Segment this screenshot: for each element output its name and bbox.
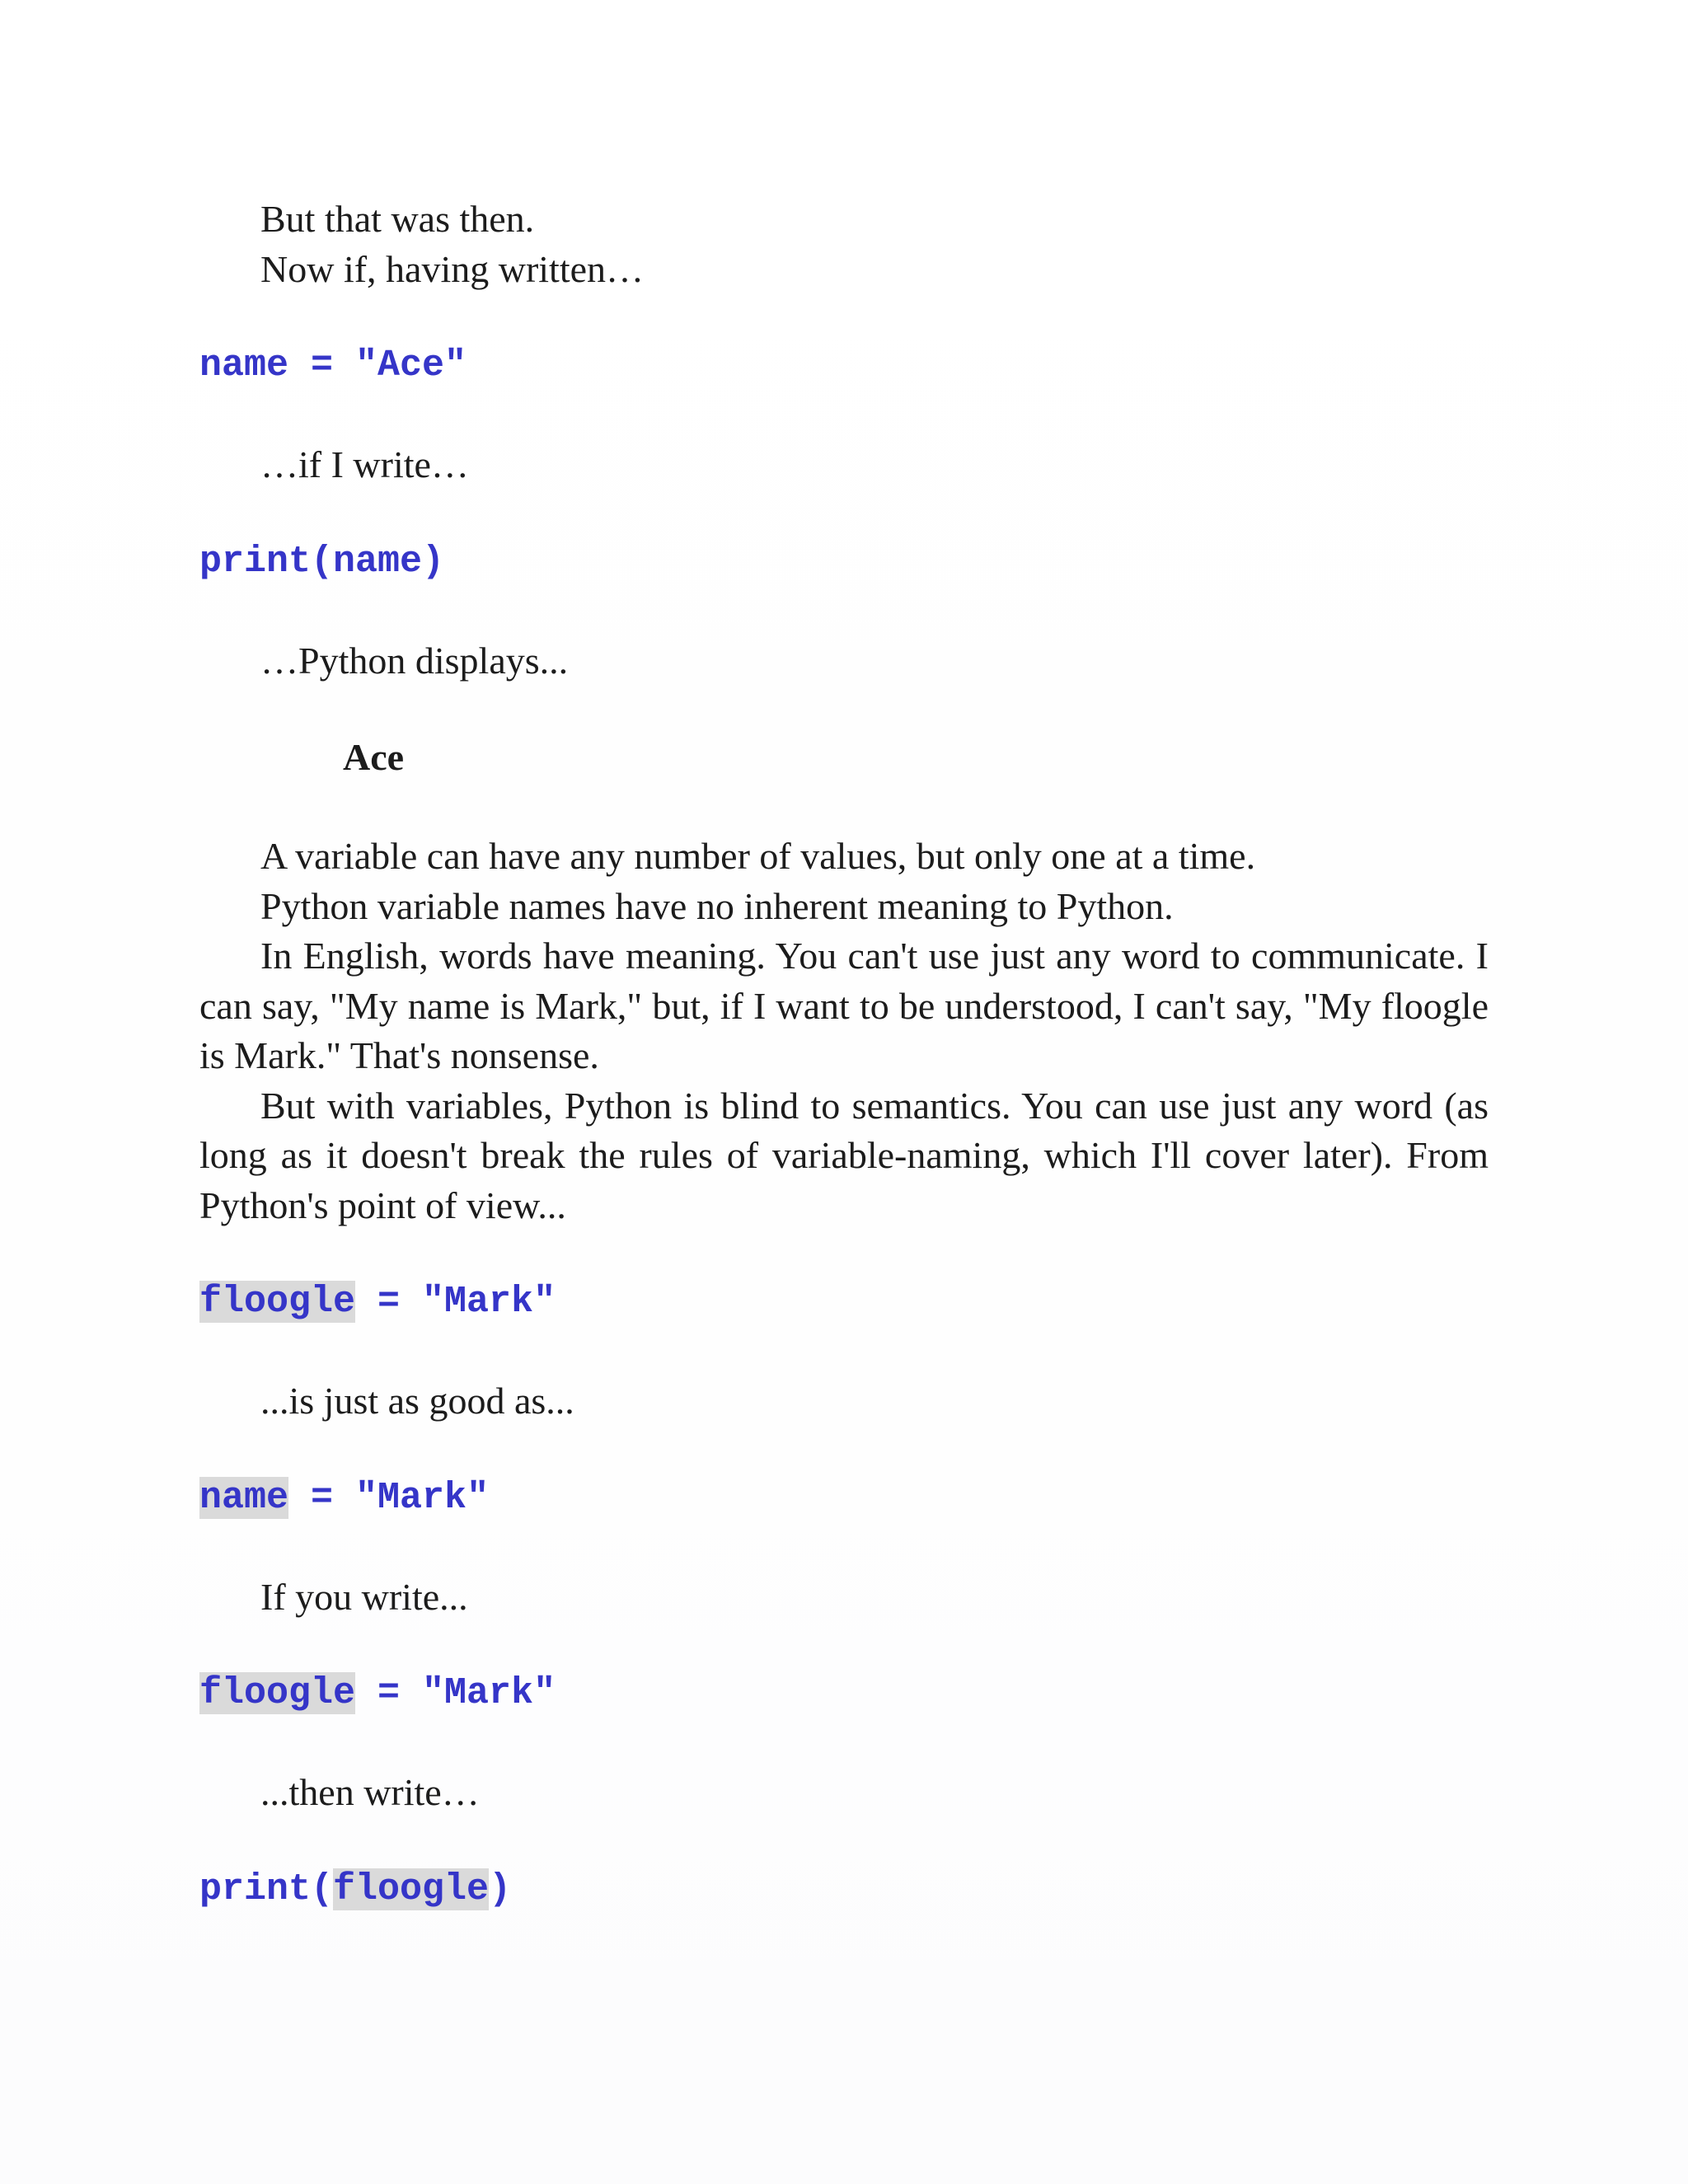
paragraph: But that was then.	[260, 198, 535, 240]
code-text: )	[489, 1868, 512, 1910]
code-line	[199, 1277, 1489, 1327]
highlighted-variable: name	[199, 1476, 289, 1519]
paragraph: Python variable names have no inherent meaning to Python.	[260, 884, 1174, 927]
code-text: = "Mark"	[355, 1281, 556, 1323]
paragraph: Now if, having written…	[260, 247, 645, 290]
code-line	[199, 1669, 1489, 1718]
paragraph: In English, words have meaning. You can't use just any word to communicate. I can say, "My name is Mark," but, if I want to be understood, I can't say, "My floogle is Mark." That's nonsense.	[199, 935, 1489, 1076]
paragraph: But with variables, Python is blind to semantics. You can use just any word (as long as it doesn't break the rules of variable-naming, which I'll cover later). From Python's point of view...	[199, 1084, 1489, 1226]
highlighted-variable: floogle	[333, 1868, 490, 1910]
code-text: print(	[199, 1868, 334, 1910]
paragraph: ...is just as good as...	[260, 1380, 574, 1422]
paragraph: …if I write…	[260, 443, 469, 485]
paragraph: If you write...	[260, 1575, 468, 1618]
code-line: print(name)	[199, 540, 445, 583]
code-text: = "Ace"	[288, 344, 467, 387]
paragraph: ...then write…	[260, 1771, 480, 1813]
code-text: = "Mark"	[288, 1476, 490, 1519]
highlighted-variable: floogle	[199, 1672, 356, 1714]
code-text: = "Mark"	[355, 1672, 556, 1714]
program-output: Ace	[343, 736, 405, 778]
code-variable: name	[199, 344, 289, 387]
code-line	[199, 1865, 1489, 1915]
document-content	[199, 194, 1489, 1915]
paragraph: A variable can have any number of values, but only one at a time.	[260, 835, 1256, 877]
paragraph: …Python displays...	[260, 639, 569, 682]
code-line	[199, 341, 1489, 391]
highlighted-variable: floogle	[199, 1281, 356, 1323]
code-line	[199, 1474, 1489, 1523]
